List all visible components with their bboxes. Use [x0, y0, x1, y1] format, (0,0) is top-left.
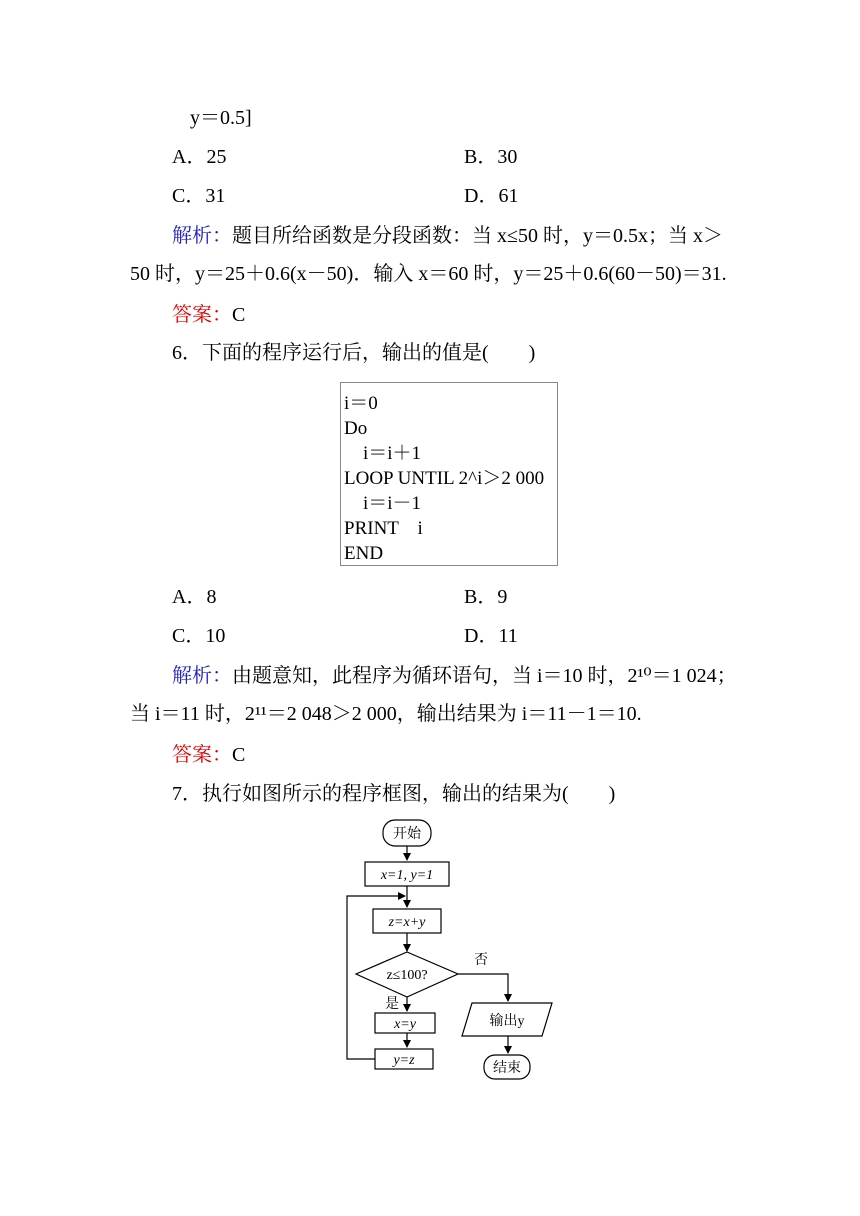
flowchart-start-text: 开始: [393, 827, 421, 842]
code-line: i＝i－1: [344, 493, 422, 514]
analysis-text: 由题意知，此程序为循环语句，当 i＝10 时，2¹⁰＝1 024；: [232, 665, 737, 687]
code-line: LOOP UNTIL 2^i＞2 000: [344, 468, 545, 489]
option-value: 30: [497, 146, 518, 168]
q6-question: 6．下面的程序运行后，输出的值是( ): [172, 342, 536, 364]
option-letter: C: [172, 625, 186, 647]
q5-option-a: A．25: [172, 146, 227, 168]
answer-value: C: [232, 744, 246, 766]
answer-label: 答案：: [172, 302, 232, 326]
code-line: i＝0: [344, 393, 378, 414]
code-line: Do: [344, 418, 368, 439]
answer-value: C: [232, 304, 246, 326]
option-value: 8: [206, 586, 217, 608]
q6-option-a: A．8: [172, 586, 217, 608]
flowchart-no-label: 否: [474, 953, 488, 968]
option-letter: D: [464, 185, 479, 207]
option-value: 25: [206, 146, 227, 168]
analysis-label: 解析：: [172, 663, 232, 687]
flowchart-output-text: 输出y: [489, 1014, 525, 1029]
q6-option-d: D．11: [464, 625, 518, 647]
option-value: 31: [205, 185, 226, 207]
q5-option-d: D．61: [464, 185, 519, 207]
q5-option-c: C．31: [172, 185, 226, 207]
q5-condition-tail: y＝0.5]: [190, 107, 252, 129]
answer-label: 答案：: [172, 742, 232, 766]
option-value: 61: [498, 185, 519, 207]
analysis-text: 题目所给函数是分段函数：当 x≤50 时，y＝0.5x；当 x＞: [232, 225, 723, 247]
option-value: 10: [205, 625, 226, 647]
flowchart-yes-label: 是: [385, 997, 399, 1012]
option-letter: B: [464, 586, 478, 608]
q5-analysis-line2: 50 时，y＝25＋0.6(x－50)．输入 x＝60 时，y＝25＋0.6(60－50)＝31.: [130, 263, 727, 285]
code-line: END: [344, 543, 384, 564]
option-letter: A: [172, 146, 187, 168]
option-letter: C: [172, 185, 186, 207]
option-letter: A: [172, 586, 187, 608]
code-line: PRINT i: [344, 518, 423, 539]
q5-option-b: B．30: [464, 146, 518, 168]
flowchart-sum-text: z=x+y: [388, 915, 426, 930]
flowchart-assign-x-text: x=y: [394, 1017, 416, 1032]
option-value: 11: [498, 625, 518, 647]
option-letter: B: [464, 146, 478, 168]
flowchart-end-text: 结束: [493, 1061, 521, 1076]
flow-arrow-no: [458, 974, 508, 1001]
q6-option-c: C．10: [172, 625, 226, 647]
option-value: 9: [497, 586, 508, 608]
code-line: i＝i＋1: [344, 443, 422, 464]
flowchart-assign-y-text: y=z: [393, 1053, 415, 1068]
analysis-label: 解析：: [172, 223, 232, 247]
flowchart-condition-text: z≤100?: [386, 968, 428, 983]
q6-option-b: B．9: [464, 586, 508, 608]
q6-analysis-line2: 当 i＝11 时，2¹¹＝2 048＞2 000，输出结果为 i＝11－1＝10.: [130, 703, 642, 725]
q7-question: 7．执行如图所示的程序框图，输出的结果为( ): [172, 783, 616, 805]
option-letter: D: [464, 625, 479, 647]
flowchart-init-text: x=1, y=1: [380, 868, 434, 883]
